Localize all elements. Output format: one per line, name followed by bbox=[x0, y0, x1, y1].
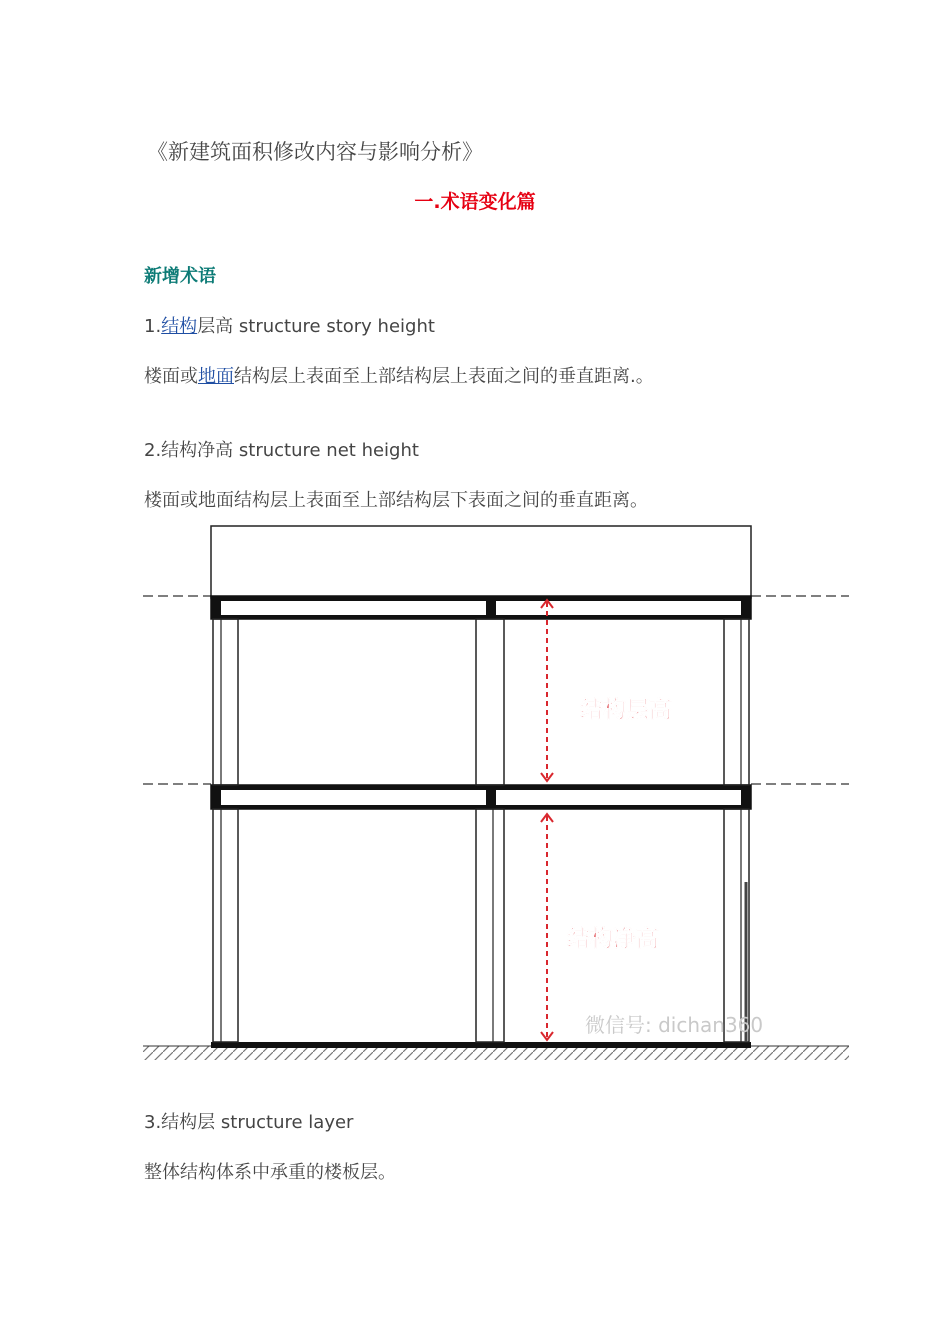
column-lower-mid bbox=[476, 809, 504, 1042]
label-net-height: 结构净高 bbox=[567, 926, 659, 952]
document-title: 《新建筑面积修改内容与影响分析》 bbox=[147, 140, 483, 164]
term-1-label bbox=[144, 312, 435, 338]
label-story-height: 结构层高 bbox=[580, 697, 672, 723]
term-1-def-pre: 楼面或 bbox=[144, 366, 198, 387]
term-3-label: 3.结构层 structure layer bbox=[144, 1112, 354, 1133]
term-1-definition bbox=[144, 362, 654, 388]
link-structure[interactable]: 结构 bbox=[161, 316, 198, 337]
column-upper-left bbox=[213, 619, 238, 785]
joint-middle-right bbox=[741, 785, 751, 809]
joint-middle-left bbox=[211, 785, 221, 809]
term-2-label: 2.结构净高 structure net height bbox=[144, 440, 419, 461]
column-upper-right bbox=[724, 619, 749, 785]
joint-middle-mid bbox=[486, 785, 496, 809]
column-upper-mid bbox=[476, 619, 504, 785]
term-3-definition: 整体结构体系中承重的楼板层。 bbox=[144, 1162, 396, 1183]
watermark: 微信号: dichan360 bbox=[585, 1013, 764, 1037]
link-ground[interactable]: 地面 bbox=[198, 366, 234, 387]
ground-hatch bbox=[143, 1046, 849, 1060]
section-diagram bbox=[143, 522, 849, 1064]
joint-upper-right bbox=[741, 596, 751, 619]
ground-slab bbox=[211, 1042, 751, 1048]
term-1-def-rest: 结构层上表面至上部结构层上表面之间的垂直距离.。 bbox=[234, 366, 654, 387]
joint-upper-mid bbox=[486, 596, 496, 619]
term-1-rest: 层高 structure story height bbox=[197, 316, 435, 337]
joint-upper-left bbox=[211, 596, 221, 619]
section-title: 一.术语变化篇 bbox=[414, 191, 536, 213]
term-2-definition: 楼面或地面结构层上表面至上部结构层下表面之间的垂直距离。 bbox=[144, 490, 648, 511]
upper-slab-top bbox=[211, 596, 751, 601]
term-1-prefix: 1. bbox=[144, 316, 162, 337]
subheading-new-terms: 新增术语 bbox=[144, 266, 216, 287]
column-lower-left bbox=[213, 809, 238, 1042]
parapet bbox=[211, 526, 751, 598]
